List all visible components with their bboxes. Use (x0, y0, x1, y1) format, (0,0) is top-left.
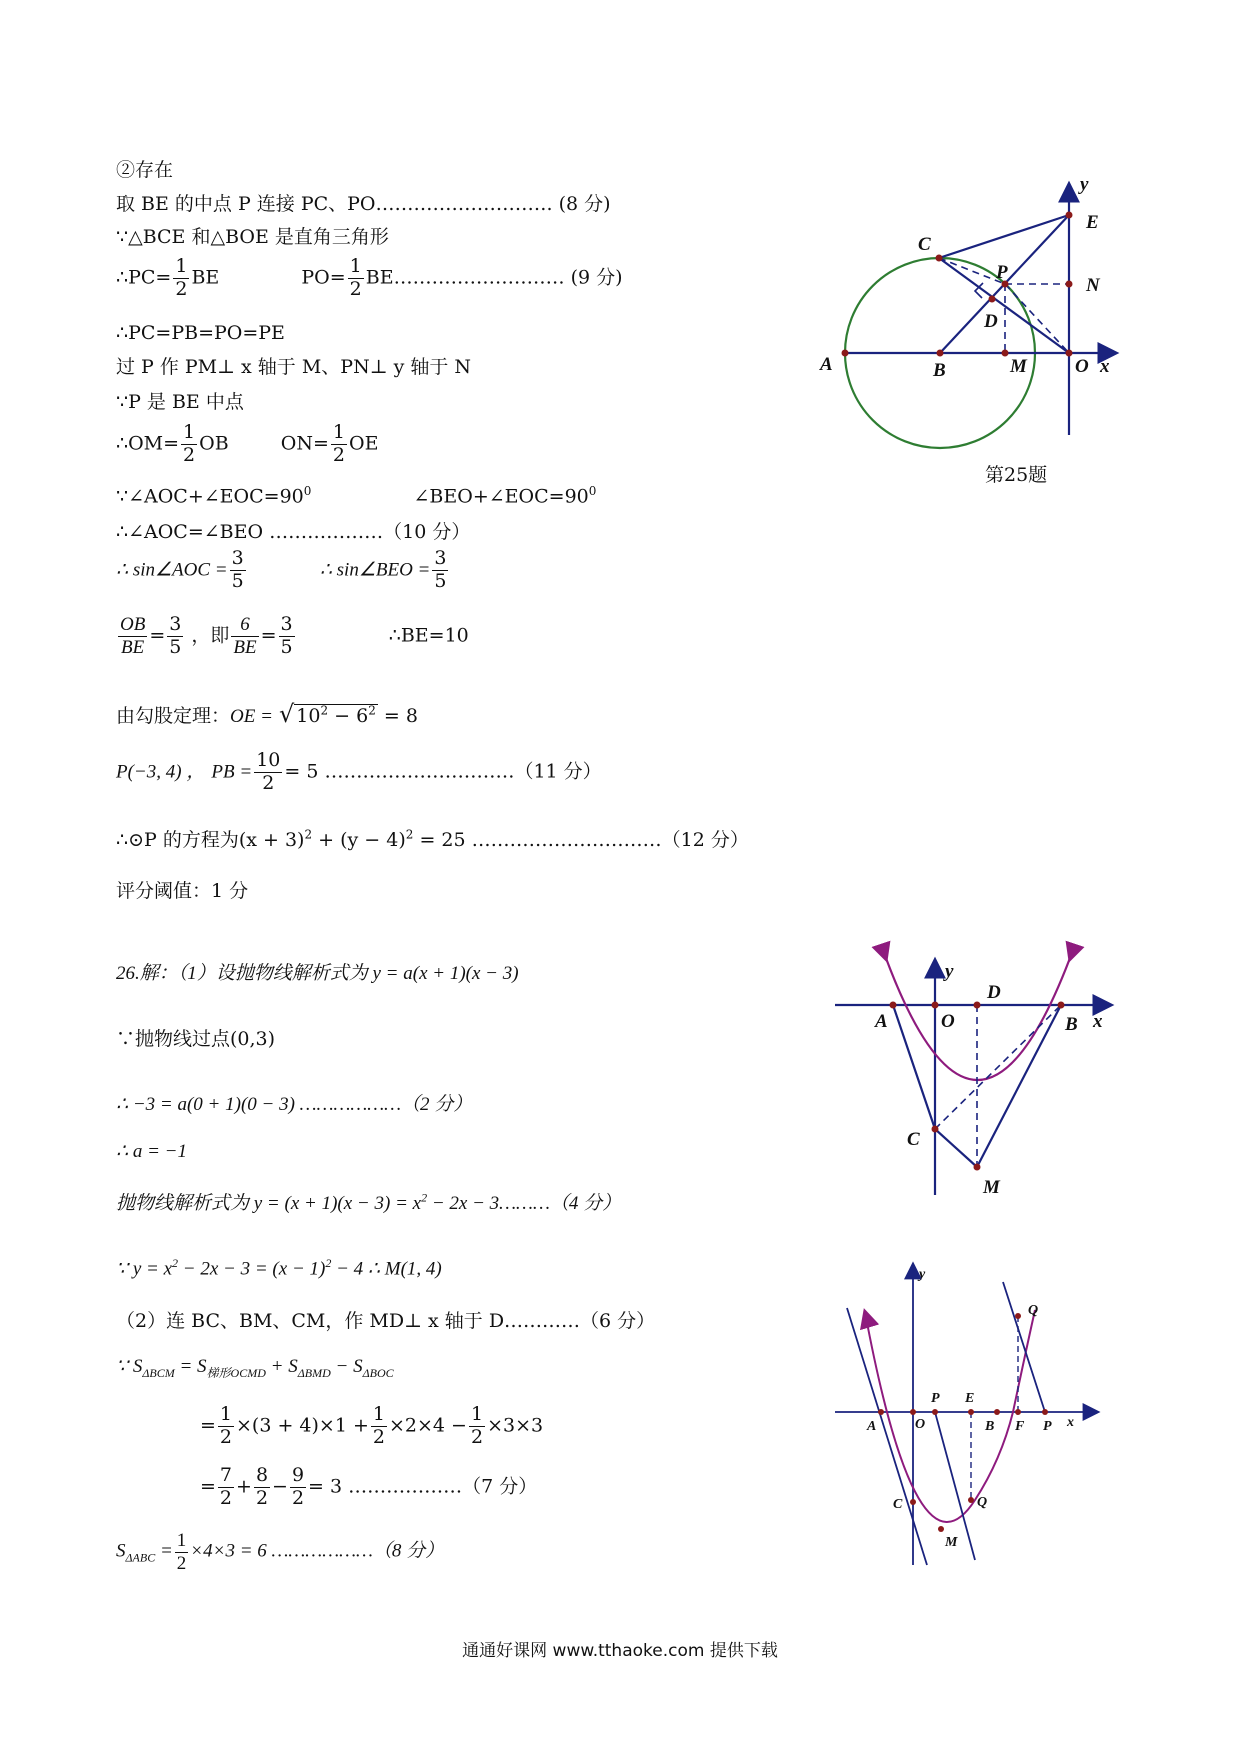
equation-pb: P(−3, 4) ， PB = $\frac{10}{2}$ = 5 …………………………（11 分） (116, 749, 602, 794)
text-line: ∵抛物线过点(0,3) (116, 1028, 276, 1050)
label-c: C (918, 234, 931, 255)
text-line: ∴∠AOC=∠BEO ………………（10 分） (116, 521, 471, 543)
text-fragment: PO= (301, 266, 346, 289)
label-y: y (1080, 174, 1089, 195)
equation-area-abc: $S_{\Delta ABC}$ = $\frac{1}{2}$ ×4×3 = 6 ………………（8 分） (116, 1530, 445, 1574)
svg-text:P: P (1043, 1419, 1052, 1434)
text-line: 26.解：（1）设抛物线解析式为 y = a(x + 1)(x − 3) (116, 963, 519, 984)
label-e: E (1086, 212, 1099, 233)
svg-text:B: B (1065, 1014, 1078, 1035)
svg-text:C: C (907, 1129, 920, 1150)
figure-26-moving-points (835, 1260, 1115, 1570)
svg-text:y: y (919, 1267, 926, 1282)
svg-text:O: O (941, 1011, 955, 1032)
step-existence: ②存在 (116, 159, 174, 181)
segment-bm (977, 1005, 1061, 1167)
text-fragment: BE……………………… (9 分) (365, 266, 623, 289)
svg-text:O: O (915, 1417, 926, 1432)
equation-pythagoras: 由勾股定理：OE = √ $10^2 - 6^2 = 8$ (116, 700, 418, 728)
equation-om-on: ∴OM= $\frac{1}{2}$ OB ON= $\frac{1}{2}$ OE (116, 421, 379, 466)
text-fragment: BE (191, 266, 220, 289)
text-fragment: ∴PC= (116, 266, 172, 289)
label-m: M (1010, 356, 1027, 377)
equation-sin: ∴ sin∠AOC = $\frac{3}{5}$ ∴ sin∠BEO = $\frac{3}{5}$ (116, 547, 447, 592)
label-p: P (996, 262, 1008, 283)
svg-text:C: C (893, 1497, 903, 1512)
parabola-curve (865, 1310, 1035, 1522)
text-line: ∴ a = −1 (116, 1141, 187, 1162)
text-line: 过 P 作 PM⊥ x 轴于 M、PN⊥ y 轴于 N (116, 356, 472, 378)
equation-area-calc: = $\frac{1}{2}$ ×(3 + 4)×1 + $\frac{1}{2}$ ×2×4 − $\frac{1}{2}$ ×3×3 (200, 1403, 544, 1448)
svg-text:x: x (1093, 1011, 1103, 1032)
svg-text:M: M (945, 1535, 958, 1550)
svg-text:A: A (875, 1011, 888, 1032)
label-b: B (933, 360, 946, 381)
text-line: 取 BE 的中点 P 连接 PC、PO………………………. (8 分) (116, 193, 611, 215)
figure-caption: 第25题 (985, 464, 1048, 486)
svg-text:F: F (1015, 1419, 1025, 1434)
label-a: A (820, 354, 833, 375)
svg-text:D: D (987, 982, 1001, 1003)
equation-ratio: $\frac{OB}{BE}$ = $\frac{3}{5}$ ，即 $\frac{6}{BE}$ = $\frac{3}{5}$ ∴BE=10 (120, 613, 469, 658)
svg-text:y: y (945, 961, 954, 982)
svg-text:A: A (867, 1419, 877, 1434)
equation-pc-po (116, 256, 623, 301)
svg-text:Q: Q (977, 1495, 988, 1510)
svg-text:B: B (985, 1419, 995, 1434)
label-d: D (984, 311, 998, 332)
equation-area-result: = $\frac{7}{2}$ + $\frac{8}{2}$ − $\frac{9}{2}$ = 3 ………………（7 分） (200, 1464, 538, 1509)
svg-text:Q: Q (1028, 1303, 1039, 1318)
text-line: ∴ −3 = a(0 + 1)(0 − 3) ………………（2 分） (116, 1094, 473, 1115)
text-line: ∵△BCE 和△BOE 是直角三角形 (116, 226, 389, 248)
figure-25-circle (820, 170, 1120, 480)
text-line: 评分阈值：1 分 (116, 880, 249, 902)
fraction: $\frac{1}{2}$ (175, 255, 188, 300)
equation-angles: $\because\angle AOC+\angle EOC=90^0$ $\angle BEO+\angle EOC=90^0$ (116, 484, 597, 508)
text-line: （2）连 BC、BM、CM，作 MD⊥ x 轴于 D…………（6 分） (116, 1310, 656, 1332)
svg-text:P: P (931, 1391, 940, 1406)
text-line: ∴PC=PB=PO=PE (116, 322, 285, 344)
segment-po (1005, 284, 1069, 353)
label-n: N (1086, 275, 1100, 296)
label-x: x (1100, 356, 1110, 377)
line-pq-upper (1003, 1282, 1045, 1412)
label-o: O (1075, 356, 1089, 377)
figure-26-parabola (835, 955, 1115, 1210)
line-ac (847, 1308, 927, 1565)
segment-cm (935, 1129, 977, 1167)
equation-vertex: ∵ $y = x^2 - 2x - 3 = (x - 1)^2 - 4$ ∴ M(1, 4) (116, 1256, 442, 1280)
svg-text:M: M (983, 1177, 1000, 1198)
equation-area-split: ∵ $S_{\Delta BCM} = S_{梯形OCMD} + S_{\Delta BMD} - S_{\Delta BOC}$ (116, 1356, 394, 1380)
page-footer: 通通好课网 www.tthaoke.com 提供下载 (462, 1641, 778, 1661)
text-line: ∵P 是 BE 中点 (116, 391, 244, 413)
fraction: $\frac{1}{2}$ (349, 255, 362, 300)
equation-circle: ∴⊙P 的方程为$(x + 3)^2 + (y - 4)^2 = 25$ …………………………（12 分） (116, 827, 749, 851)
svg-text:x: x (1067, 1415, 1074, 1430)
equation-parabola: 抛物线解析式为 $y = (x + 1)(x - 3) = x^2 - 2x$ − 3………（4 分） (116, 1190, 622, 1214)
svg-text:E: E (965, 1391, 975, 1406)
